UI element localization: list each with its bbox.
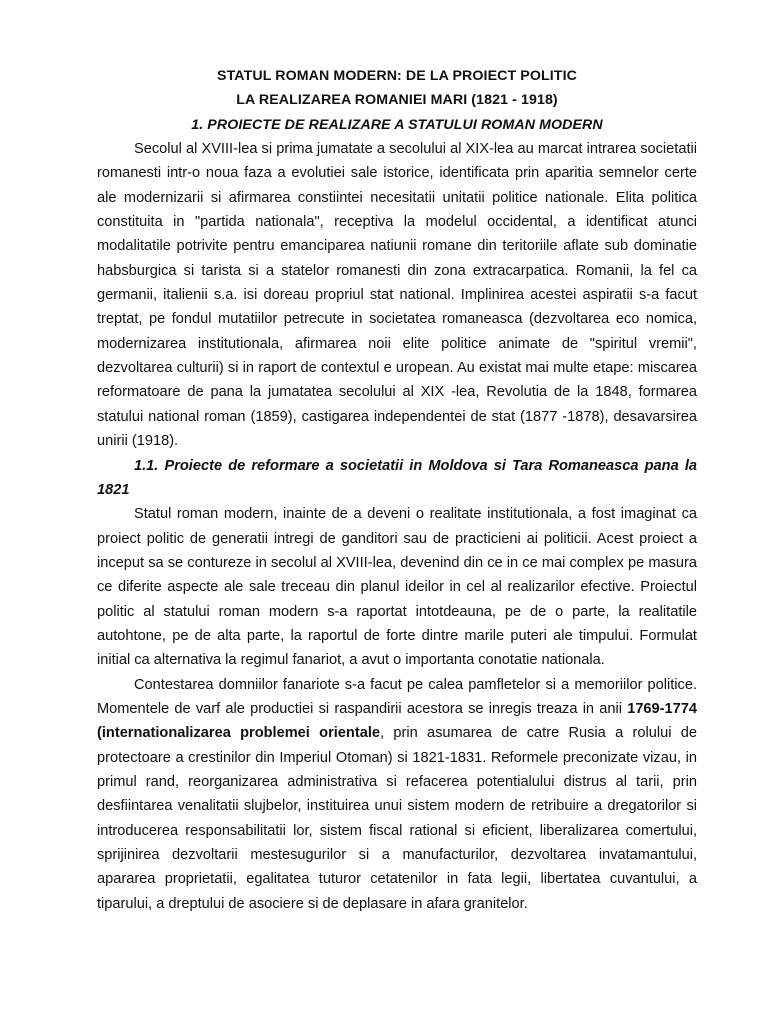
paragraph-3-text-end: , prin asumarea de catre Rusia a rolului de protectoare a crestinilor din Imperiul Otoman) si 1821-1831. Reformele preconizate vizau, in primul rand, reorganizarea administrativa si refacerea potentialului distrus al tarii, prin desfiintarea venalitatii slujbelor, instituirea unui sistem modern de retribuire a dregatorilor si introducerea responsabilitatii lor, sistem fiscal rational si eficient, liberalizarea comertului, sprijinirea dezvoltarii mestesugurilor si a manufacturilor, dezvoltarea invatamantului, apararea proprietatii, egalitatea tuturor cetatenilor in fata legii, libertatea cuvantului, a tiparului, a dreptului de asociere si de deplasare in afara granitelor. (97, 725, 697, 912)
paragraph-3-bold-phrase: (internationalizarea problemei orientale (97, 725, 380, 742)
subsection-heading: 1.1. Proiecte de reformare a societatii in Moldova si Tara Romaneasca pana la 1821 (97, 457, 697, 498)
section-heading: 1. PROIECTE DE REALIZARE A STATULUI ROMAN MODERN (191, 116, 603, 133)
paragraph-1: Secolul al XVIII-lea si prima jumatate a secolului al XIX-lea au marcat intrarea societatii romanesti intr-o noua faza a evolutiei sale istorice, identificata prin aparitia semnelor certe ale modernizarii si afirmarea constiintei necesitatii unitatii politice nationale. Elita politica constituita in "partida nationala", receptiva la modelul occidental, a identificat atunci modalitatile potrivite pentru emanciparea natiunii romane din teritoriile aflate sub dominatie habsburgica si tarista si a statelor romanesti din zona extracarpatica. Romanii, la fel ca germanii, italienii s.a. isi doreau propriul stat national. Implinirea acestei aspiratii s-a facut treptat, pe fondul mutatiilor petrecute in societatea romaneasca (dezvoltarea eco nomica, modernizarea institutionala, afirmarea noii elite politice animate de "spiritul vremii", dezvoltarea culturii) si in raport de contextul e uropean. Au existat mai multe etape: miscarea reformatoare de pana la jumatatea secolului al XIX -lea, Revolutia de la 1848, formarea statului national roman (1859), castigarea independentei de stat (1877 -1878), desavarsirea unirii (1918). (97, 141, 697, 450)
document-page (97, 64, 697, 916)
document-title-line-2: LA REALIZAREA ROMANIEI MARI (1821 - 1918) (236, 92, 558, 109)
paragraph-3-bold-years: 1769-1774 (627, 700, 697, 717)
document-title-line-1: STATUL ROMAN MODERN: DE LA PROIECT POLITIC (217, 68, 577, 84)
paragraph-2: Statul roman modern, inainte de a deveni o realitate institutionala, a fost imaginat ca proiect politic de generatii intregi de ganditori sau de practicieni ai politicii. Acest proiect a inceput sa se contureze in secolul al XVIII-lea, devenind din ce in ce mai complex pe masura ce diferite aspecte ale sale treceau din planul ideilor in cel al realizarilor efective. Proiectul politic al statului roman modern s-a raportat intotdeauna, pe de o parte, la realitatile autohtone, pe de alta parte, la raportul de forte dintre marile puteri ale timpului. Formulat initial ca alternativa la regimul fanariot, a avut o importanta conotatie nationala. (97, 506, 697, 669)
paragraph-3-text-start: Contestarea domniilor fanariote s-a facut pe calea pamfletelor si a memoriilor politice. Momentele de varf ale productiei si raspandirii acestora se inregis treaza in anii (97, 676, 697, 717)
paragraph-3 (97, 673, 697, 916)
